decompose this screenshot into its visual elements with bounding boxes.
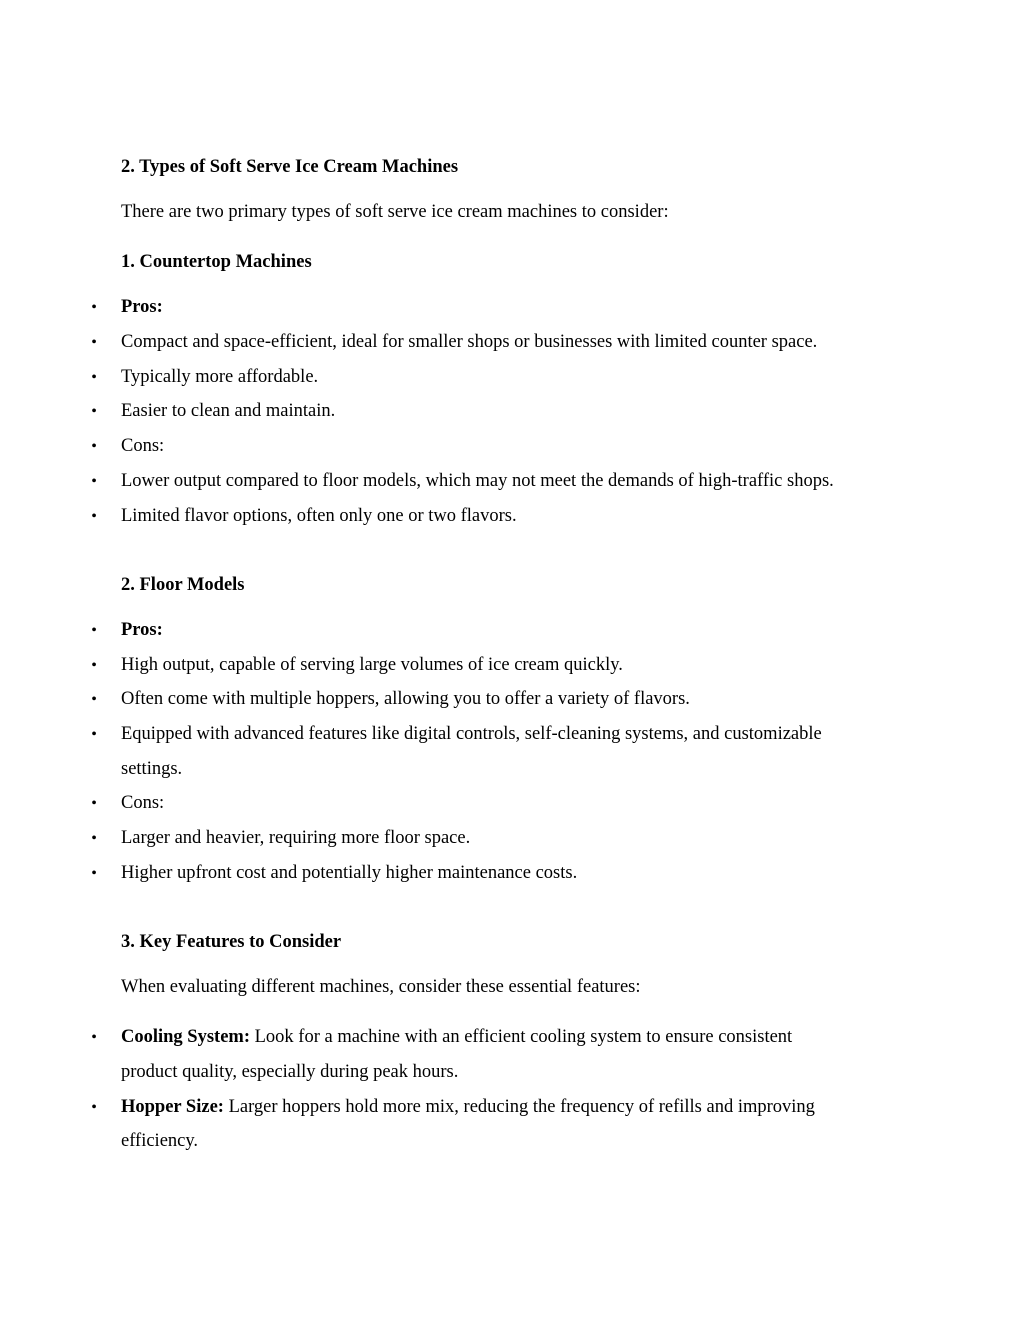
bullet-icon: • [91, 1099, 97, 1116]
list-item: Compact and space-efficient, ideal for smaller shops or businesses with limited counter space. [121, 332, 818, 352]
section-intro-types: There are two primary types of soft serve ice cream machines to consider: [121, 202, 669, 222]
section-intro-features: When evaluating different machines, consider these essential features: [121, 977, 641, 997]
section-heading-features: 3. Key Features to Consider [121, 932, 342, 952]
feature-item-continuation: efficiency. [121, 1131, 199, 1151]
list-item: Lower output compared to floor models, which may not meet the demands of high-traffic shops. [121, 471, 834, 491]
feature-text: Look for a machine with an efficient cooling system to ensure consistent [250, 1027, 793, 1047]
bullet-icon: • [91, 622, 97, 639]
floor-cons-label: Cons: [121, 793, 165, 813]
bullet-icon: • [91, 508, 97, 525]
bullet-icon: • [91, 334, 97, 351]
list-item: Easier to clean and maintain. [121, 401, 336, 421]
countertop-cons-label: Cons: [121, 436, 165, 456]
feature-item-cooling [121, 1028, 792, 1047]
bullet-icon: • [91, 726, 97, 743]
list-item: Typically more affordable. [121, 367, 319, 387]
feature-text: Larger hoppers hold more mix, reducing the frequency of refills and improving [223, 1097, 815, 1117]
bullet-icon: • [91, 865, 97, 882]
list-item-continuation: settings. [121, 759, 183, 779]
section-heading-types: 2. Types of Soft Serve Ice Cream Machines [121, 157, 459, 177]
bullet-icon: • [91, 369, 97, 386]
bullet-icon: • [91, 657, 97, 674]
bullet-icon: • [91, 473, 97, 490]
floor-pros-label: Pros: [121, 620, 163, 640]
bullet-icon: • [91, 691, 97, 708]
list-item: Equipped with advanced features like digital controls, self-cleaning systems, and customizable [121, 724, 822, 744]
subheading-floor-models: 2. Floor Models [121, 575, 245, 595]
list-item: High output, capable of serving large volumes of ice cream quickly. [121, 655, 623, 675]
bullet-icon: • [91, 1029, 97, 1046]
bullet-icon: • [91, 795, 97, 812]
list-item: Larger and heavier, requiring more floor space. [121, 828, 471, 848]
bullet-icon: • [91, 299, 97, 316]
list-item: Higher upfront cost and potentially higher maintenance costs. [121, 863, 578, 883]
subheading-countertop: 1. Countertop Machines [121, 252, 312, 272]
list-item: Limited flavor options, often only one or two flavors. [121, 506, 517, 526]
countertop-pros-label: Pros: [121, 297, 163, 317]
feature-label: Hopper Size: [121, 1097, 224, 1117]
bullet-icon: • [91, 830, 97, 847]
feature-item-hopper [121, 1098, 815, 1117]
list-item: Often come with multiple hoppers, allowing you to offer a variety of flavors. [121, 689, 690, 709]
feature-item-continuation: product quality, especially during peak hours. [121, 1062, 459, 1082]
bullet-icon: • [91, 438, 97, 455]
bullet-icon: • [91, 403, 97, 420]
feature-label: Cooling System: [121, 1027, 250, 1047]
